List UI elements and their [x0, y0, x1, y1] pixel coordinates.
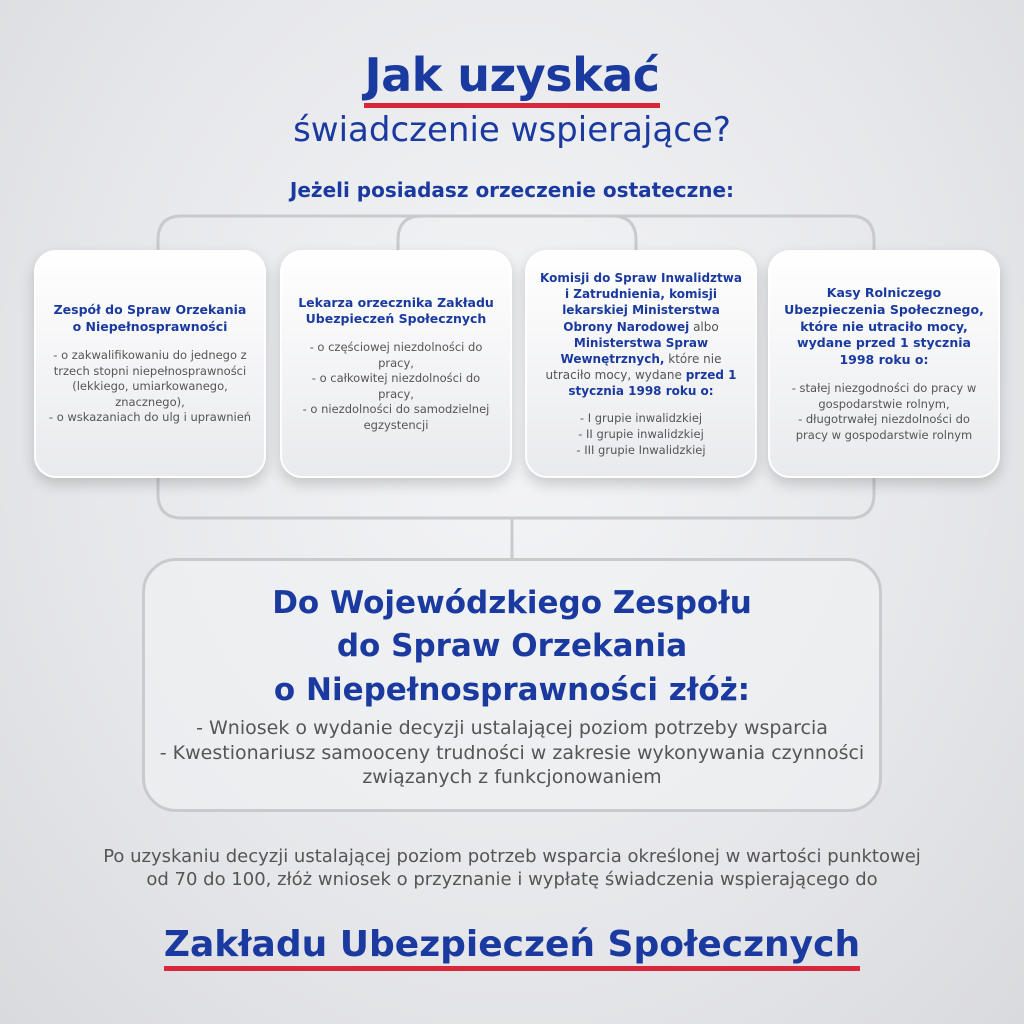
card-title: Kasy Rolniczego Ubezpieczenia Społecznego, które nie utraciło mocy, wydane przed 1 stycznia 1998 roku o:	[784, 284, 984, 368]
card-item: - I grupie inwalidzkiej	[579, 411, 703, 426]
card-title-part2: Ministerstwa Spraw Wewnętrznych,	[560, 335, 709, 366]
card-title: Zespół do Spraw Orzekania o Niepełnosprawności	[53, 302, 247, 335]
submit-box-items	[142, 716, 882, 790]
card-item: - długotrwałej niezdolności do pracy w gospodarstwie rolnym	[795, 412, 973, 442]
bottom-note: Po uzyskaniu decyzji ustalającej poziom potrzeb wsparcia określonej w wartości punktowej od 70 do 100, złóż wniosek o przyznanie i wypłatę świadczenia wspierającego do	[103, 846, 921, 891]
card-item: - III grupie Inwalidzkiej	[576, 442, 706, 457]
card-title: Lekarza orzecznika Zakładu Ubezpieczeń Społecznych	[298, 294, 494, 327]
page-title	[0, 48, 1024, 104]
zus-title	[0, 924, 1024, 967]
card-komisja	[525, 250, 757, 478]
card-item: - o wskazaniach do ulg i uprawnień	[48, 410, 252, 425]
card-lekarz-zus	[280, 250, 512, 478]
card-item: - stałej niezgodności do pracy w gospodarstwie rolnym,	[791, 381, 977, 411]
submit-item: - Wniosek o wydanie decyzji ustalającej poziom potrzeby wsparcia	[196, 717, 828, 739]
zus-title-text: Zakładu Ubezpieczeń Społecznych	[163, 924, 861, 965]
submit-box-title	[142, 582, 882, 712]
card-item: - o zakwalifikowaniu do jednego z trzech stopni niepełnosprawności (lekkiego, umiarkowanego, znacznego),	[53, 348, 247, 409]
card-items	[294, 340, 498, 433]
card-item: - o całkowitej niezdolności do pracy,	[311, 371, 481, 401]
card-item: - o niezdolności do samodzielnej egzystencji	[302, 402, 490, 432]
card-zespol	[34, 250, 266, 478]
condition-heading: Jeżeli posiadasz orzeczenie ostateczne:	[289, 178, 735, 202]
card-item: - o częściowej niezdolności do pracy,	[309, 340, 483, 370]
card-items	[539, 411, 743, 458]
submit-item: - Kwestionariusz samooceny trudności w zakresie wykonywania czynności związanych z funkcjonowaniem	[159, 741, 865, 789]
title-main-text: Jak uzyskać	[364, 48, 660, 102]
card-mid-text: które nie utraciło mocy, wydane	[545, 351, 722, 383]
card-item: - II grupie inwalidzkiej	[578, 426, 704, 441]
submit-title-line: Do Wojewódzkiego Zespołu	[272, 585, 752, 621]
submit-title-line: do Spraw Orzekania	[336, 628, 688, 665]
card-items	[782, 381, 986, 443]
card-items	[48, 348, 252, 426]
page-subtitle: świadczenie wspierające?	[293, 110, 731, 150]
card-title-part1: Komisji do Spraw Inwalidztwa i Zatrudnienia, komisji lekarskiej Ministerstwa Obrony Narodowej	[540, 270, 742, 334]
card-mid-bold: przed 1 stycznia 1998 roku o:	[568, 368, 737, 399]
card-title-albo: albo	[693, 319, 719, 334]
submit-title-line: o Niepełnosprawności złóż:	[273, 671, 751, 708]
card-title	[539, 270, 743, 400]
card-krus	[768, 250, 1000, 478]
